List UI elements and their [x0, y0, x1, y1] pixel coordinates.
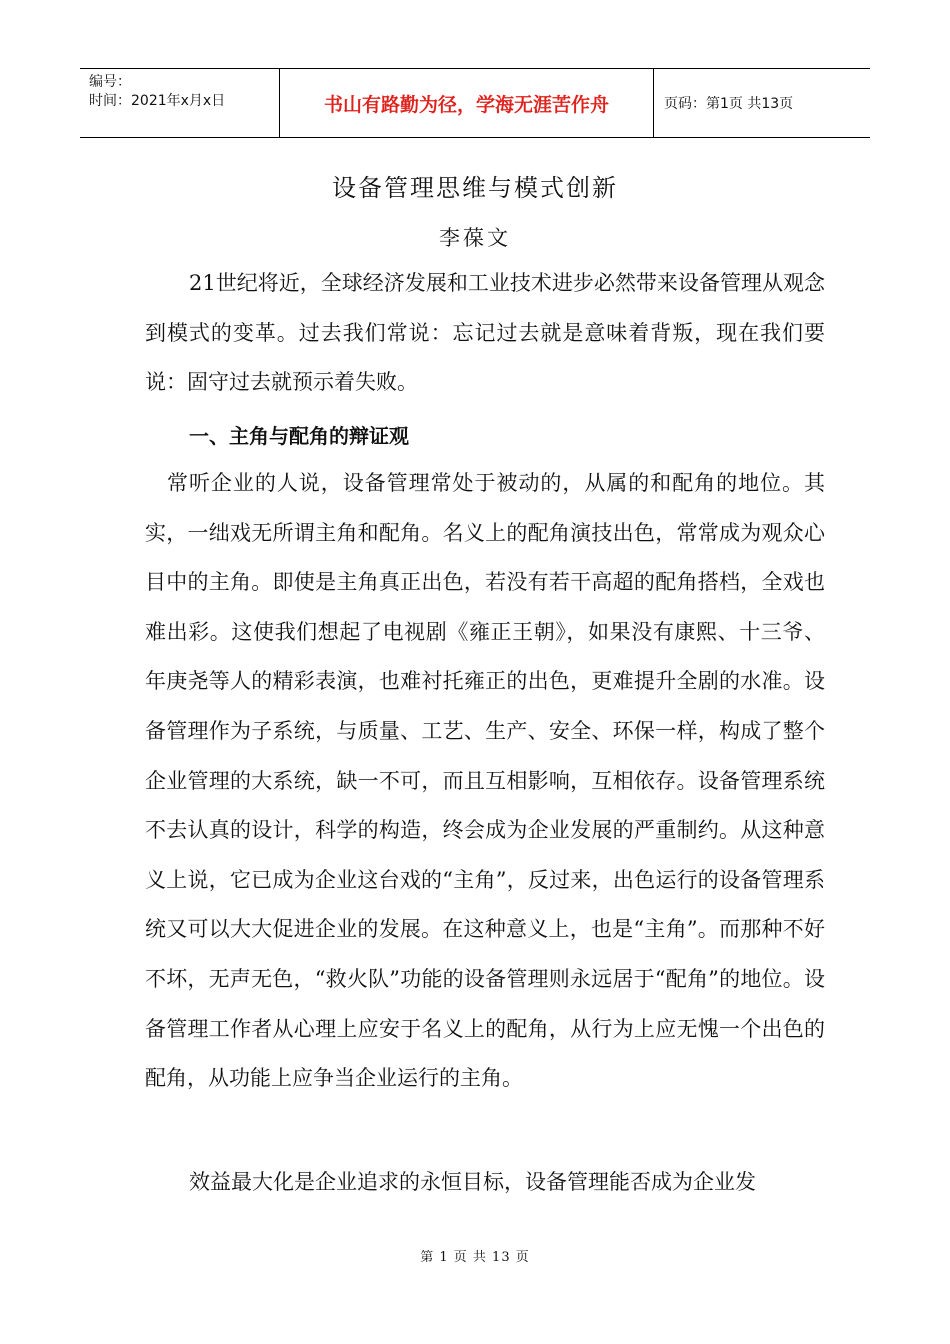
header-motto: 书山有路勤为径，学海无涯苦作舟: [280, 69, 654, 137]
body-paragraph: 常听企业的人说，设备管理常处于被动的，从属的和配角的地位。其实，一绌戏无所谓主角和配角。名义上的配角演技出色，常常成为观众心目中的主角。即使是主角真正出色，若没有若干高超的配角搭档，全戏也难出彩。这使我们想起了电视剧《雍正王朝》，如果没有康熙、十三爷、年庚尧等人的精彩表演，也难衬托雍正的出色，更难提升全剧的水准。设备管理作为子系统，与质量、工艺、生产、安全、环保一样，构成了整个企业管理的大系统，缺一不可，而且互相影响，互相依存。设备管理系统不去认真的设计，科学的构造，终会成为企业发展的严重制约。从这种意义上说，它已成为企业这台戏的“主角”，反过来，出色运行的设备管理系统又可以大大促进企业的发展。在这种意义上，也是“主角”。而那种不好不坏，无声无色，“救火队”功能的设备管理则永远居于“配角”的地位。设备管理工作者从心理上应安于名义上的配角，从行为上应无愧一个出色的配角，从功能上应争当企业运行的主角。: [145, 471, 825, 1091]
header-page-info: 页码：第1页 共13页: [664, 96, 794, 112]
page-footer: 第 1 页 共 13 页: [420, 1250, 530, 1265]
document-date-label: 时间：2021年x月x日: [89, 93, 226, 109]
header-meta-cell: [80, 69, 280, 137]
body-paragraph-continued: 效益最大化是企业追求的永恒目标，设备管理能否成为企业发: [189, 1170, 756, 1194]
section-heading: 一、主角与配角的辩证观: [189, 424, 409, 448]
document-title: 设备管理思维与模式创新: [332, 174, 618, 202]
document-author: 李葆文: [439, 226, 511, 250]
document-number-label: 编号：: [89, 74, 131, 90]
intro-paragraph: 21世纪将近，全球经济发展和工业技术进步必然带来设备管理从观念到模式的变革。过去我们常说：忘记过去就是意味着背叛，现在我们要说：固守过去就预示着失败。: [145, 271, 825, 395]
document-header-table: [80, 68, 870, 138]
